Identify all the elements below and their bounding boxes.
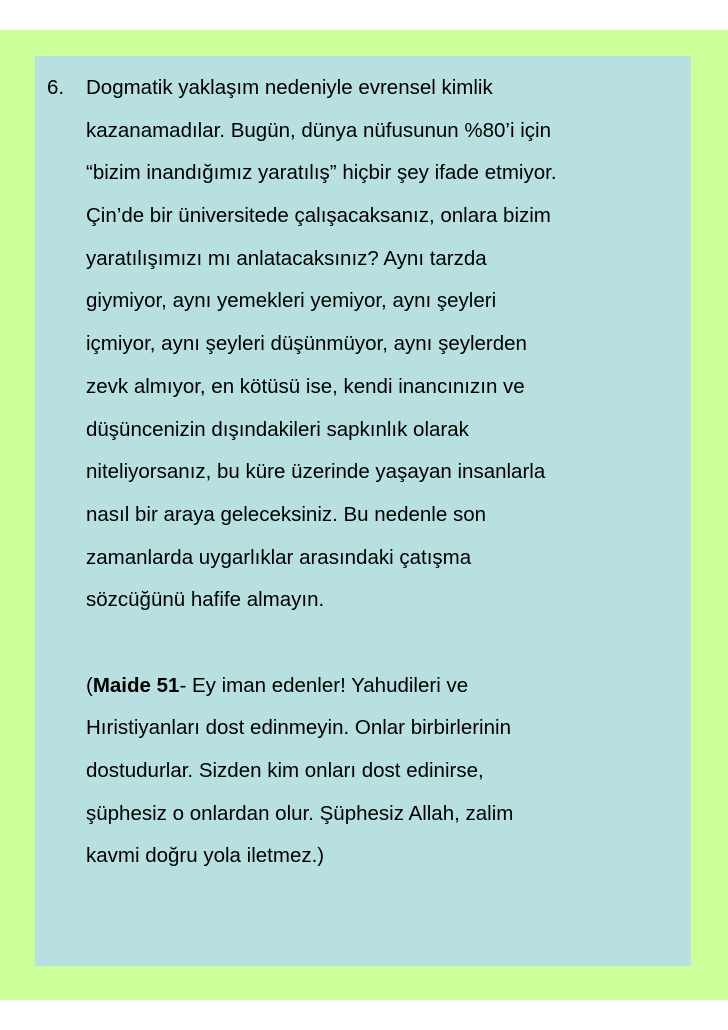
quote-first-rest: - Ey iman edenler! Yahudileri ve: [179, 673, 469, 697]
quote-open-paren: (: [86, 673, 93, 697]
quote-reference: Maide 51: [92, 673, 180, 697]
quote-line: şüphesiz o onlardan olur. Şüphesiz Allah, zalim: [86, 801, 514, 825]
item-number: 6.: [47, 76, 65, 99]
item-line: Dogmatik yaklaşım nedeniyle evrensel kimlik: [86, 76, 493, 99]
quote-line: dostudurlar. Sizden kim onları dost edinirse,: [86, 759, 484, 782]
quote-first-line: [86, 665, 686, 708]
quote-line: kavmi doğru yola iletmez.): [86, 844, 325, 868]
item-line: niteliyorsanız, bu küre üzerinde yaşayan insanlarla: [86, 460, 546, 484]
item-line: sözcüğünü hafife almayın.: [86, 588, 325, 612]
item-line: yaratılışımızı mı anlatacaksınız? Aynı tarzda: [86, 246, 487, 270]
paragraph-gap: [86, 622, 686, 665]
document-body: [86, 67, 686, 878]
item-line: nasıl bir araya geleceksiniz. Bu nedenle son: [86, 502, 486, 526]
item-line: kazanamadılar. Bugün, dünya nüfusunun %80’i için: [86, 118, 551, 142]
item-line: giymiyor, aynı yemekleri yemiyor, aynı şeyleri: [86, 289, 497, 313]
item-line: “bizim inandığımız yaratılış” hiçbir şey ifade etmiyor.: [86, 161, 557, 185]
item-line: içmiyor, aynı şeyleri düşünmüyor, aynı şeylerden: [86, 332, 527, 356]
item-line: Çin’de bir üniversitede çalışacaksanız, onlara bizim: [86, 204, 551, 228]
item-line: düşüncenizin dışındakileri sapkınlık olarak: [86, 417, 469, 441]
item-line: zevk almıyor, en kötüsü ise, kendi inancınızın ve: [86, 374, 525, 398]
item-line: zamanlarda uygarlıklar arasındaki çatışma: [86, 545, 472, 569]
quote-line: Hıristiyanları dost edinmeyin. Onlar birbirlerinin: [86, 716, 511, 740]
